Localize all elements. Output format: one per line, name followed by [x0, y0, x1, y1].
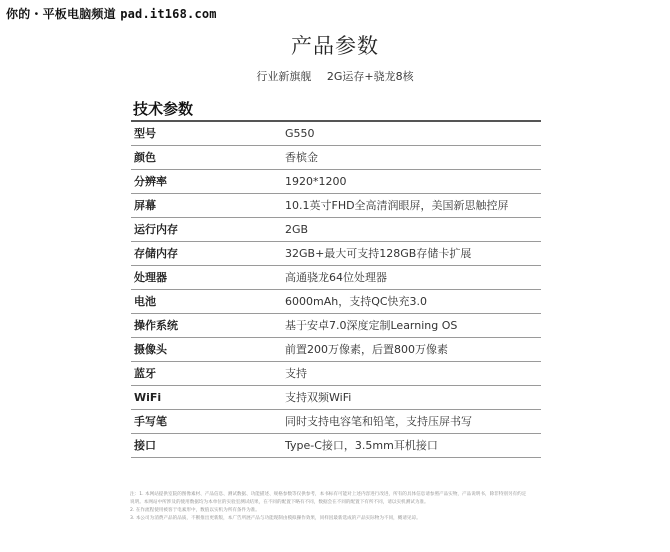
spec-key: 运行内存 [134, 223, 178, 236]
spec-value: 32GB+最大可支持128GB存储卡扩展 [285, 247, 472, 260]
spec-value: G550 [285, 127, 315, 140]
spec-row [131, 218, 541, 242]
spec-row [131, 194, 541, 218]
spec-row [131, 122, 541, 146]
spec-row [131, 338, 541, 362]
footnote-line: 注：1. 本网站提供室院的图像素材、产品信息、测试数据、功能描述、规格参数等仅供参考，本书标有可能对上述内容进行改进，所有的具体信息请参照产品实物，产品说明书，除非特别另有约定 [130, 492, 527, 497]
section-title: 技术参数 [133, 100, 194, 118]
spec-key: 手写笔 [134, 415, 167, 428]
spec-row [131, 434, 541, 458]
spec-row [131, 362, 541, 386]
spec-row [131, 386, 541, 410]
spec-key: 摄像头 [134, 343, 167, 356]
spec-row [131, 290, 541, 314]
spec-value: 香槟金 [285, 151, 318, 164]
spec-key: 分辨率 [134, 175, 167, 188]
spec-rows [131, 122, 541, 458]
spec-row [131, 314, 541, 338]
spec-key: 型号 [134, 127, 156, 140]
spec-value: 前置200万像素，后置800万像素 [285, 343, 448, 356]
spec-value: 基于安卓7.0深度定制Learning OS [285, 319, 458, 332]
spec-value: 1920*1200 [285, 175, 347, 188]
spec-key: 屏幕 [134, 199, 156, 212]
spec-key: 颜色 [134, 151, 156, 164]
subtitle-highlight: 2G运存+骁龙8核 [326, 70, 414, 83]
footnote-line: 说明。本网站中所涉及的使用数据均为本单位的实验室测试结果，在不同的配置下略有不同，数据会在不同的配置下有所不同，请以实机测试为准。 [130, 500, 429, 505]
spec-value: 10.1英寸FHD全高清润眼屏，美国新思触控屏 [285, 199, 509, 212]
spec-key: 存储内存 [134, 247, 178, 260]
spec-row [131, 170, 541, 194]
spec-value: 同时支持电容笔和铅笔，支持压屏书写 [285, 415, 472, 428]
spec-row [131, 146, 541, 170]
spec-key: 电池 [134, 295, 156, 308]
spec-value: 6000mAh，支持QC快充3.0 [285, 295, 428, 308]
spec-key: 操作系统 [134, 319, 178, 332]
footnote-line: 3. 本公司为消费产品的品质，不断推出更新版，本广告所展产品与功能现制由模拟操作效果，同样因最新选成的产品实际物为不同，概请见谅。 [130, 516, 421, 521]
subtitle-tagline: 行业新旗舰 [256, 70, 312, 83]
watermark-url: pad.it168.com [120, 7, 217, 21]
watermark-brand: 你的・平板电脑频道 [6, 7, 116, 21]
spec-value: 2GB [285, 223, 309, 236]
footnotes [130, 491, 548, 523]
spec-key: 接口 [134, 439, 156, 452]
spec-value: 支持 [285, 367, 307, 380]
spec-value: 支持双频WiFi [285, 391, 352, 404]
spec-value: Type-C接口，3.5mm耳机接口 [285, 439, 438, 452]
spec-key: WiFi [134, 391, 162, 404]
page-title: 产品参数 [291, 34, 379, 58]
spec-key: 处理器 [134, 271, 167, 284]
spec-row [131, 266, 541, 290]
spec-row [131, 242, 541, 266]
site-watermark [6, 5, 217, 22]
spec-table [131, 120, 541, 458]
footnote-line: 2. 在作流程使用被客于电素形中，数值以实机为所有条件为准。 [130, 508, 260, 513]
spec-row [131, 410, 541, 434]
spec-value: 高通骁龙64位处理器 [285, 271, 387, 284]
spec-key: 蓝牙 [134, 367, 156, 380]
page-subtitle [0, 68, 670, 84]
